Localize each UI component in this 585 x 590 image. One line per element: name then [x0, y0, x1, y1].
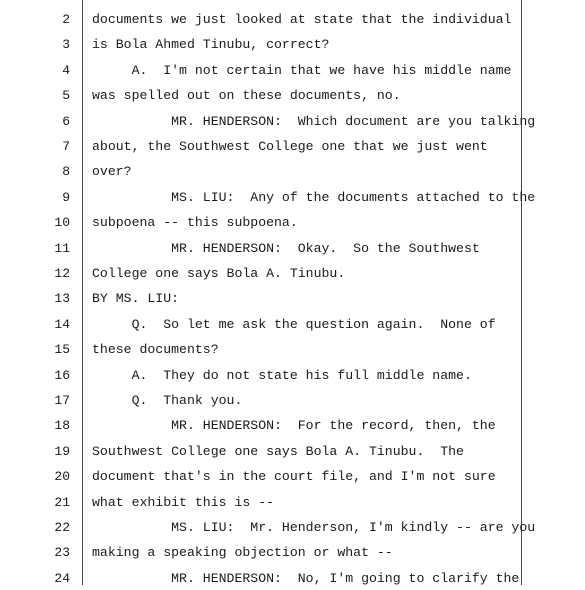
line-number: 6 [62, 113, 70, 129]
transcript-line [0, 161, 585, 183]
line-text: A. They do not state his full middle name. [92, 367, 472, 383]
line-number: 14 [54, 316, 70, 332]
line-number: 5 [62, 88, 70, 104]
line-text: over? [92, 164, 132, 180]
transcript-line [0, 238, 585, 260]
line-text: MR. HENDERSON: Okay. So the Southwest [92, 240, 480, 256]
line-number: 9 [62, 189, 70, 205]
line-text: MR. HENDERSON: Which document are you talking [92, 113, 536, 129]
line-text: College one says Bola A. Tinubu. [92, 266, 346, 281]
line-text: is Bola Ahmed Tinubu, correct? [92, 37, 330, 53]
transcript-line [0, 314, 585, 336]
line-number: 4 [62, 62, 70, 78]
line-number: 24 [54, 570, 70, 586]
line-text: Southwest College one says Bola A. Tinubu. The [92, 443, 464, 459]
line-number: 17 [54, 393, 70, 408]
line-number: 12 [54, 266, 70, 281]
transcript-line [0, 212, 585, 234]
line-number: 23 [54, 545, 70, 561]
line-text: making a speaking objection or what -- [92, 545, 393, 561]
transcript-line [0, 542, 585, 564]
line-number: 19 [54, 443, 70, 459]
line-text: these documents? [92, 342, 219, 358]
line-number: 3 [62, 37, 70, 53]
line-text: MR. HENDERSON: For the record, then, the [92, 418, 496, 434]
transcript-line [0, 60, 585, 82]
transcript-line [0, 390, 585, 412]
line-number: 13 [54, 291, 70, 307]
line-text: document that's in the court file, and I'm not sure [92, 469, 496, 485]
line-text: what exhibit this is -- [92, 494, 275, 510]
line-text: was spelled out on these documents, no. [92, 88, 401, 104]
transcript-line [0, 136, 585, 158]
line-text: A. I'm not certain that we have his middle name [92, 62, 512, 78]
transcript-line [0, 34, 585, 56]
line-number: 10 [54, 215, 70, 231]
line-text: Q. Thank you. [92, 393, 243, 408]
line-number: 16 [54, 367, 70, 383]
transcript-line [0, 288, 585, 310]
transcript-line [0, 415, 585, 437]
line-text: MS. LIU: Any of the documents attached to the [92, 189, 536, 205]
line-number: 7 [62, 139, 70, 154]
line-text: MR. HENDERSON: No, I'm going to clarify the [92, 570, 520, 586]
line-number: 18 [54, 418, 70, 434]
line-text: documents we just looked at state that the individual [92, 12, 512, 27]
transcript-line [0, 9, 585, 31]
line-number: 21 [54, 494, 70, 510]
transcript-line [0, 466, 585, 488]
transcript-line [0, 263, 585, 285]
line-number: 8 [62, 164, 70, 180]
transcript-line [0, 517, 585, 539]
line-number: 20 [54, 469, 70, 485]
line-text: BY MS. LIU: [92, 291, 180, 307]
line-number: 2 [62, 12, 70, 27]
line-number: 15 [54, 342, 70, 358]
line-number: 22 [54, 520, 70, 535]
transcript-line [0, 111, 585, 133]
transcript-line [0, 568, 585, 590]
transcript-line [0, 339, 585, 361]
line-text: Q. So let me ask the question again. None of [92, 316, 496, 332]
transcript-line [0, 441, 585, 463]
line-number: 11 [54, 240, 70, 256]
transcript-line [0, 365, 585, 387]
line-text: about, the Southwest College one that we just went [92, 139, 488, 154]
transcript-line [0, 85, 585, 107]
transcript-line [0, 492, 585, 514]
transcript-line [0, 187, 585, 209]
line-text: subpoena -- this subpoena. [92, 215, 298, 231]
line-text: MS. LIU: Mr. Henderson, I'm kindly -- are you [92, 520, 536, 535]
